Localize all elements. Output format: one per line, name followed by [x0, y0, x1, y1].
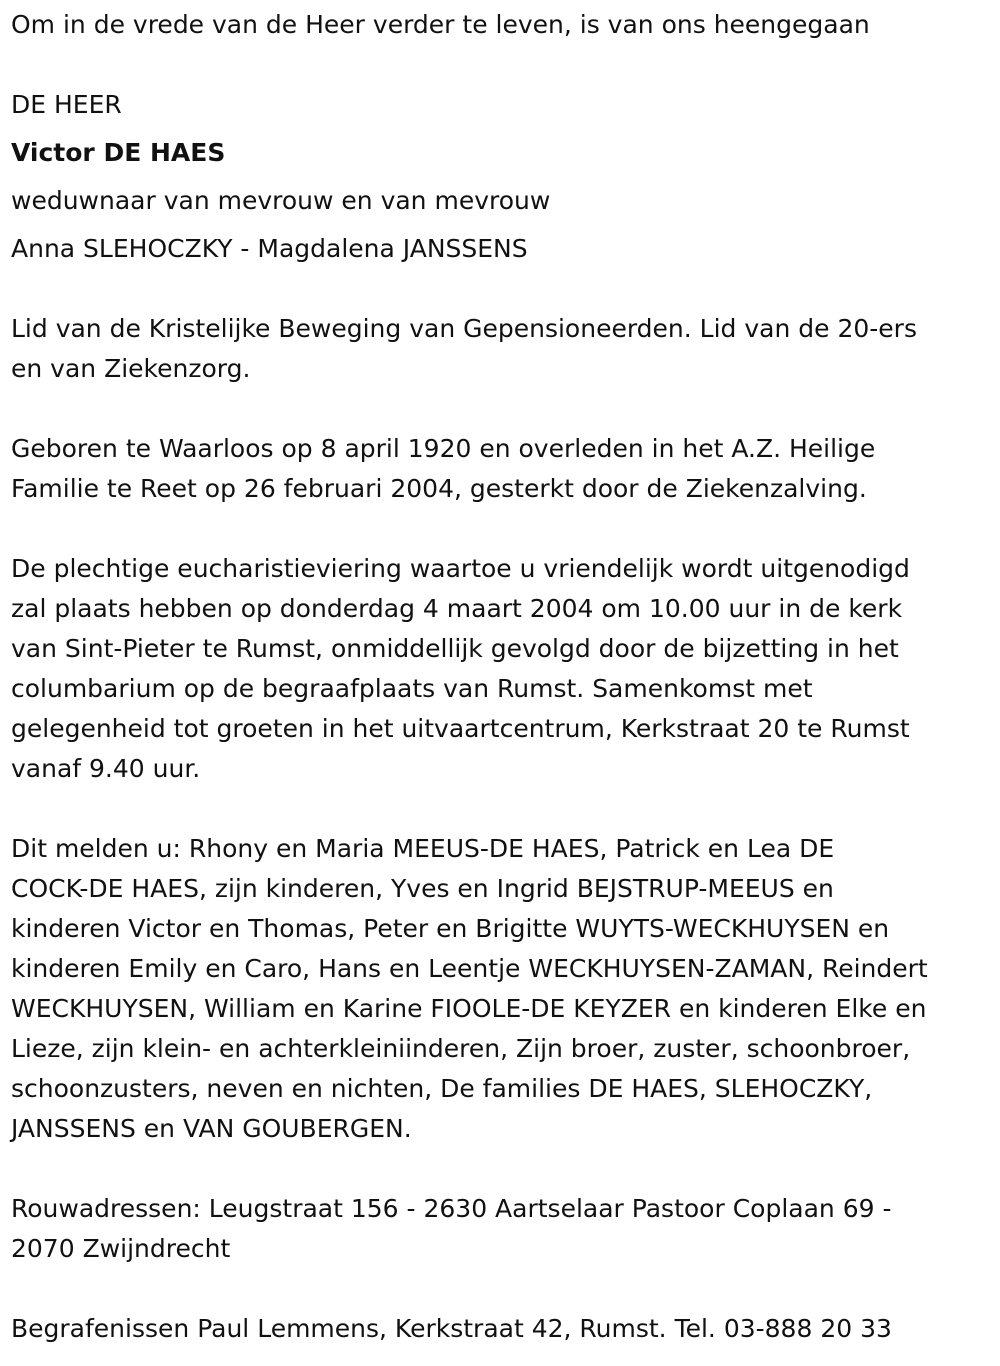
- text-line: Lieze, zijn klein- en achterkleiniinderen, Zijn broer, zuster, schoonbroer,: [11, 1034, 911, 1063]
- widower-line: weduwnaar van mevrouw en van mevrouw: [11, 186, 551, 215]
- family-paragraph: [11, 829, 989, 1149]
- text-line: 2070 Zwijndrecht: [11, 1234, 231, 1263]
- text-line: De plechtige eucharistieviering waartoe u vriendelijk wordt uitgenodigd: [11, 554, 910, 583]
- text-line: vanaf 9.40 uur.: [11, 754, 201, 783]
- text-line: WECKHUYSEN, William en Karine FIOOLE-DE KEYZER en kinderen Elke en: [11, 994, 927, 1023]
- text-line: columbarium op de begraafplaats van Rumst. Samenkomst met: [11, 674, 813, 703]
- text-line: en van Ziekenzorg.: [11, 354, 251, 383]
- text-line: schoonzusters, neven en nichten, De families DE HAES, SLEHOCZKY,: [11, 1074, 873, 1103]
- undertaker-line: Begrafenissen Paul Lemmens, Kerkstraat 42, Rumst. Tel. 03-888 20 33: [11, 1314, 892, 1343]
- text-line: Dit melden u: Rhony en Maria MEEUS-DE HAES, Patrick en Lea DE: [11, 834, 835, 863]
- text-line: COCK-DE HAES, zijn kinderen, Yves en Ingrid BEJSTRUP-MEEUS en: [11, 874, 834, 903]
- text-line: zal plaats hebben op donderdag 4 maart 2004 om 10.00 uur in de kerk: [11, 594, 903, 623]
- text-line: kinderen Emily en Caro, Hans en Leentje WECKHUYSEN-ZAMAN, Reindert: [11, 954, 928, 983]
- deceased-name: Victor DE HAES: [11, 138, 226, 167]
- honorific: DE HEER: [11, 90, 122, 119]
- spouses-line: Anna SLEHOCZKY - Magdalena JANSSENS: [11, 234, 528, 263]
- text-line: van Sint-Pieter te Rumst, onmiddellijk gevolgd door de bijzetting in het: [11, 634, 899, 663]
- ceremony-paragraph: [11, 549, 989, 789]
- text-line: Geboren te Waarloos op 8 april 1920 en overleden in het A.Z. Heilige: [11, 434, 876, 463]
- text-line: Lid van de Kristelijke Beweging van Gepensioneerden. Lid van de 20-ers: [11, 314, 917, 343]
- membership-paragraph: [11, 309, 989, 389]
- birth-death-paragraph: [11, 429, 989, 509]
- text-line: JANSSENS en VAN GOUBERGEN.: [11, 1114, 412, 1143]
- obituary-document: [11, 5, 989, 1349]
- text-line: Rouwadressen: Leugstraat 156 - 2630 Aartselaar Pastoor Coplaan 69 -: [11, 1194, 892, 1223]
- text-line: gelegenheid tot groeten in het uitvaartcentrum, Kerkstraat 20 te Rumst: [11, 714, 910, 743]
- addresses-paragraph: [11, 1189, 989, 1269]
- text-line: kinderen Victor en Thomas, Peter en Brigitte WUYTS-WECKHUYSEN en: [11, 914, 890, 943]
- text-line: Familie te Reet op 26 februari 2004, gesterkt door de Ziekenzalving.: [11, 474, 867, 503]
- intro-line: Om in de vrede van de Heer verder te leven, is van ons heengegaan: [11, 10, 870, 39]
